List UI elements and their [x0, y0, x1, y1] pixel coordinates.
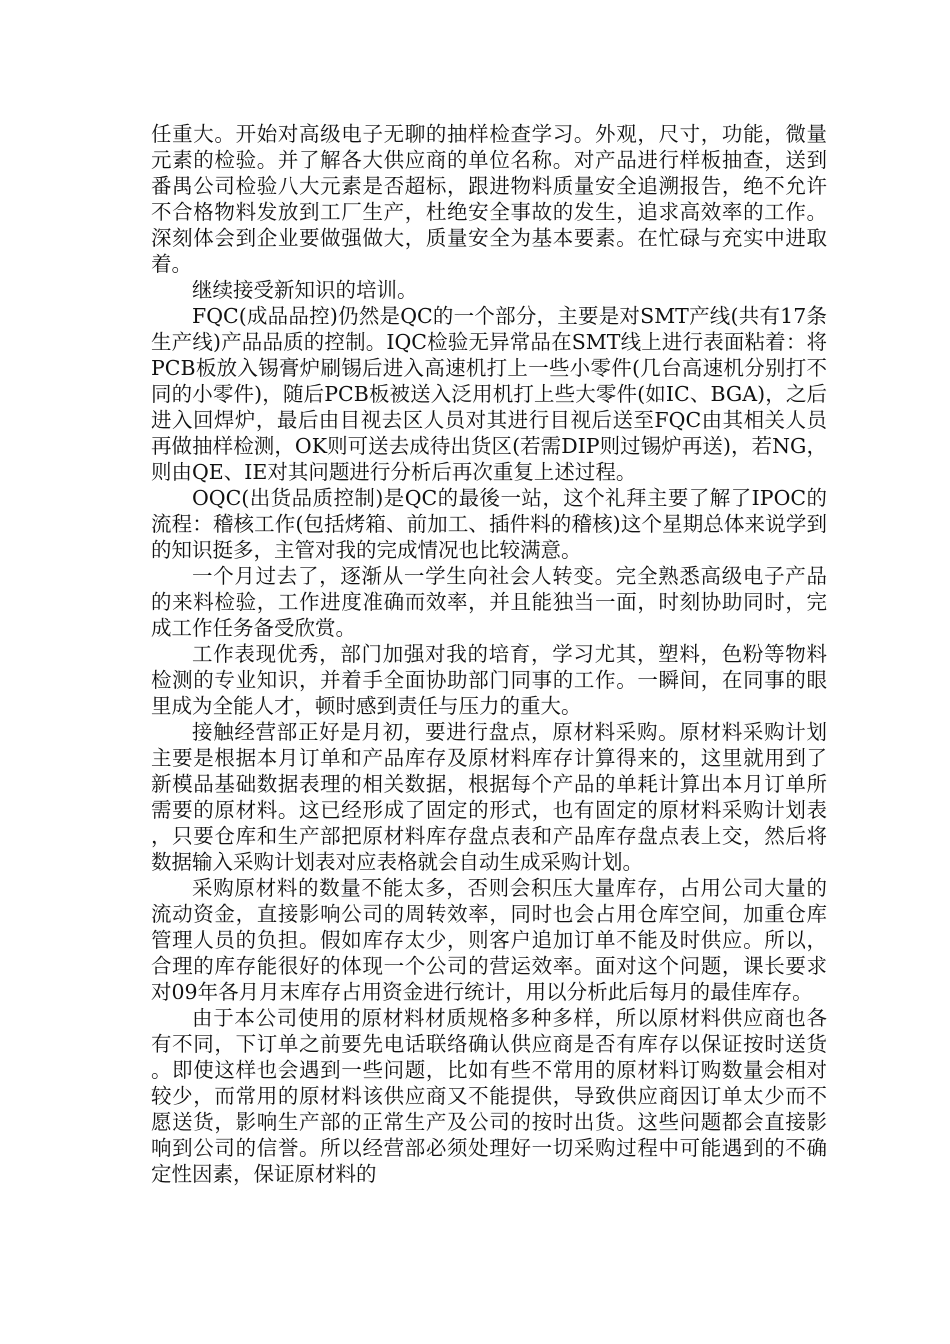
paragraph-7: 接触经营部正好是月初，要进行盘点，原材料采购。原材料采购计划主要是根据本月订单和产品库存及原材料库存计算得来的，这里就用到了新模品基础数据表理的相关数据，根据每个产品的单耗计算出本月订单所需要的原材料。这已经形成了固定的形式，也有固定的原材料采购计划表，只要仓库和生产部把原材料库存盘点表和产品库存盘点表上交，然后将数据输入采购计划表对应表格就会自动生成采购计划。: [151, 720, 827, 874]
paragraph-8: 采购原材料的数量不能太多，否则会积压大量库存，占用公司大量的流动资金，直接影响公司的周转效率，同时也会占用仓库空间，加重仓库管理人员的负担。假如库存太少，则客户追加订单不能及时供应。所以，合理的库存能很好的体现一个公司的营运效率。面对这个问题，课长要求对09年各月月末库存占用资金进行统计，用以分析此后每月的最佳库存。: [151, 876, 827, 1004]
paragraph-2: 继续接受新知识的培训。: [192, 278, 418, 302]
paragraph-4: OQC(出货品质控制)是QC的最後一站，这个礼拜主要了解了IPOC的流程：稽核工作(包括烤箱、前加工、插件料的稽核)这个星期总体来说学到的知识挺多，主管对我的完成情况也比较满意。: [151, 486, 827, 562]
paragraph-9: 由于本公司使用的原材料材质规格多种多样，所以原材料供应商也各有不同，下订单之前要先电话联络确认供应商是否有库存以保证按时送货。即使这样也会遇到一些问题，比如有些不常用的原材料订购数量会相对较少，而常用的原材料该供应商又不能提供，导致供应商因订单太少而不愿送货，影响生产部的正常生产及公司的按时出货。这些问题都会直接影响到公司的信誉。所以经营部必须处理好一切采购过程中可能遇到的不确定性因素，保证原材料的: [151, 1006, 827, 1186]
paragraph-1: 任重大。开始对高级电子无聊的抽样检查学习。外观，尺寸，功能，微量元素的检验。并了解各大供应商的单位名称。对产品进行样板抽查，送到番禺公司检验八大元素是否超标，跟进物料质量安全追溯报告，绝不允许不合格物料发放到工厂生产，杜绝安全事故的发生，追求高效率的工作。深刻体会到企业要做强做大，质量安全为基本要素。在忙碌与充实中进取着。: [151, 122, 827, 276]
paragraph-3: FQC(成品品控)仍然是QC的一个部分，主要是对SMT产线(共有17条生产线)产品品质的控制。IQC检验无异常品在SMT线上进行表面粘着：将PCB板放入锡膏炉刷锡后进入高速机打上一些小零件(几台高速机分别打不同的小零件)，随后PCB板被送入泛用机打上些大零件(如IC、BGA)，之后进入回焊炉，最后由目视去区人员对其进行目视后送至FQC由其相关人员再做抽样检测，OK则可送去成待出货区(若需DIP则过锡炉再送)，若NG，则由QE、IE对其问题进行分析后再次重复上述过程。: [151, 304, 827, 484]
paragraph-5: 一个月过去了，逐渐从一学生向社会人转变。完全熟悉高级电子产品的来料检验，工作进度准确而效率，并且能独当一面，时刻协助同时，完成工作任务备受欣赏。: [151, 564, 827, 640]
paragraph-6: 工作表现优秀，部门加强对我的培育，学习尤其，塑料，色粉等物料检测的专业知识，并着手全面协助部门同事的工作。一瞬间，在同事的眼里成为全能人才，顿时感到责任与压力的重大。: [151, 642, 827, 718]
document-body: [151, 121, 827, 1187]
